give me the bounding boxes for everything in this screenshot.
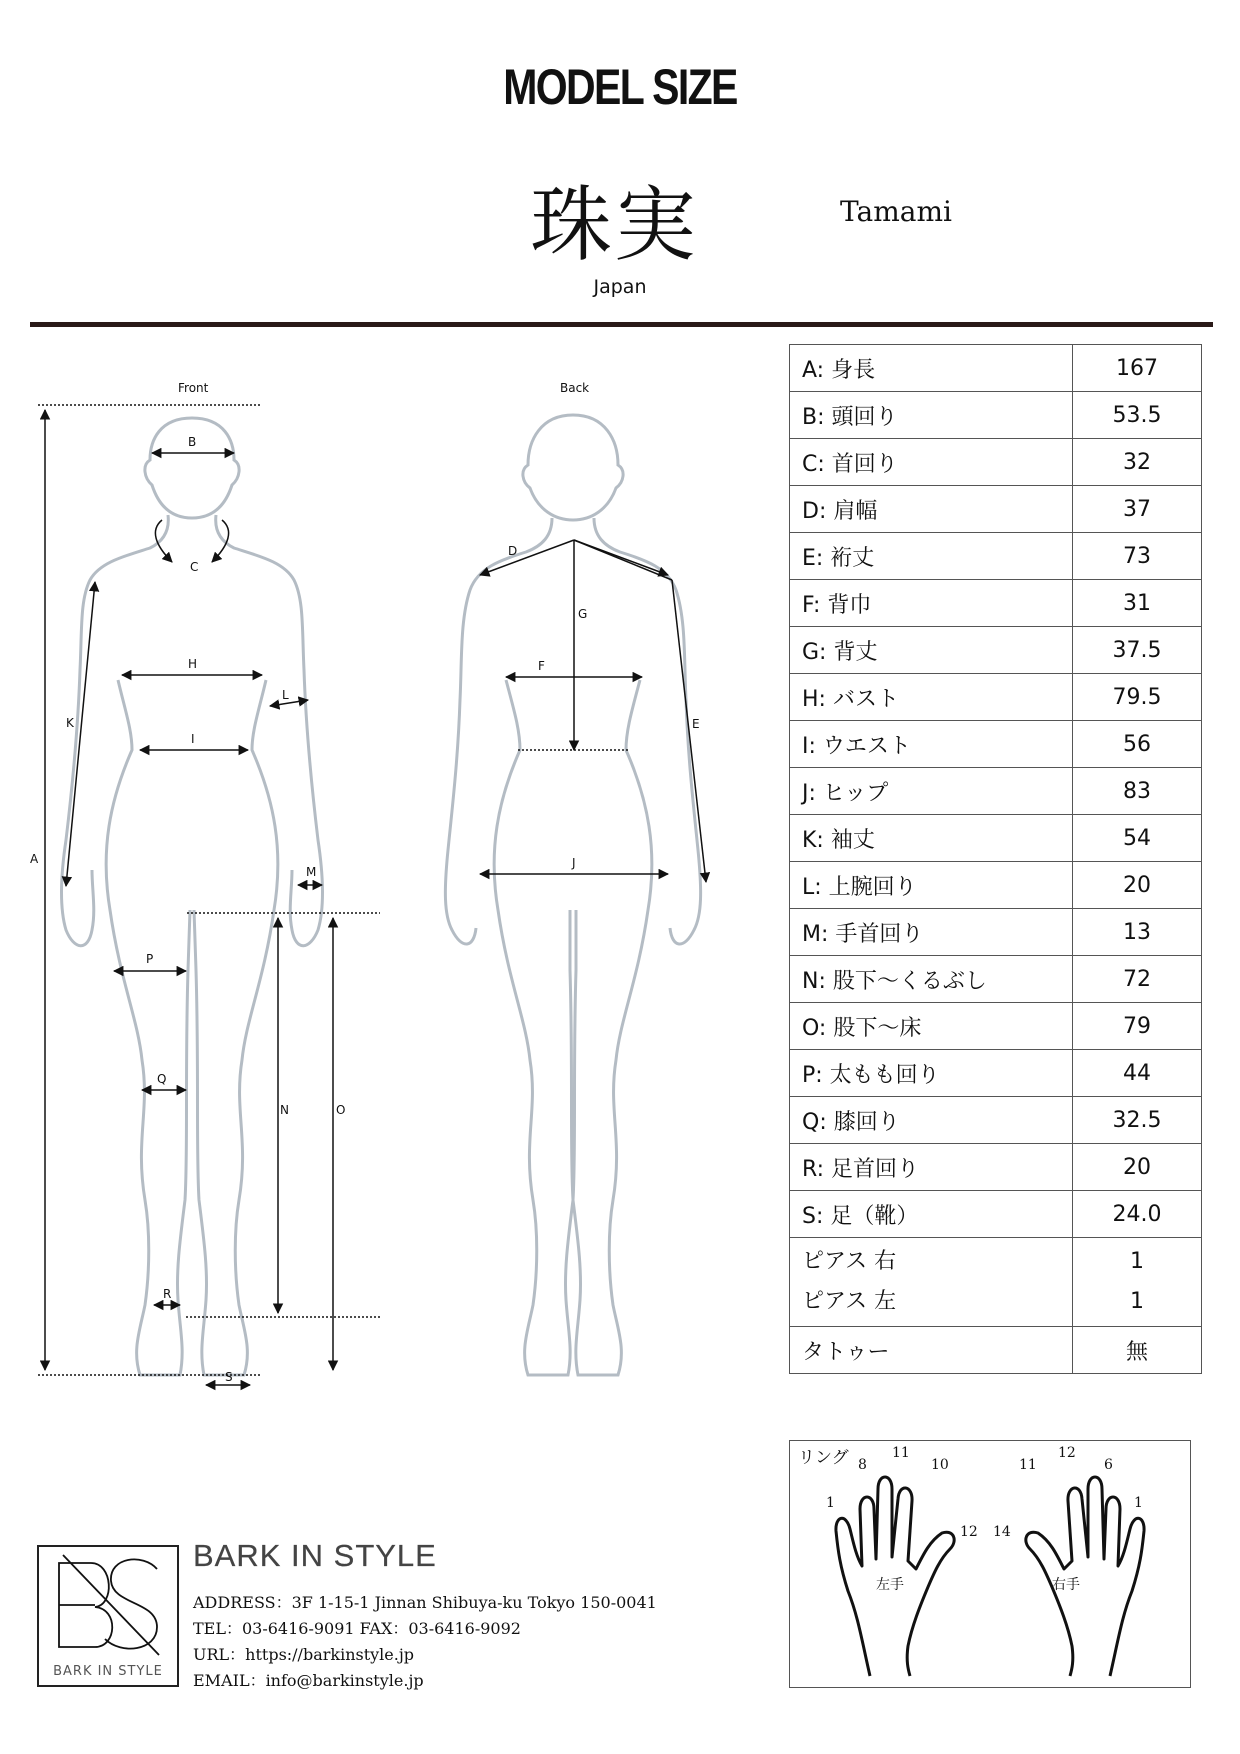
- marker-n: N: [280, 1103, 289, 1117]
- measurement-row: [790, 1003, 1202, 1050]
- marker-f: F: [538, 659, 545, 673]
- left-pinky-size: 12: [960, 1524, 978, 1540]
- measurement-value: 54: [1073, 815, 1202, 862]
- left-ring-size: 10: [931, 1457, 949, 1473]
- marker-g: G: [578, 607, 588, 621]
- right-thumb-size: 1: [1134, 1495, 1143, 1511]
- piercing-right-value: 1: [1130, 1249, 1144, 1274]
- marker-l: L: [282, 688, 289, 702]
- marker-i: I: [191, 732, 195, 746]
- model-country: Japan: [593, 276, 647, 298]
- measurement-label: P: 太もも回り: [790, 1050, 1073, 1097]
- right-middle-size: 12: [1058, 1445, 1076, 1461]
- measurement-row: [790, 721, 1202, 768]
- tattoo-label: タトゥー: [790, 1327, 1073, 1374]
- measurement-value: 79: [1073, 1003, 1202, 1050]
- measurement-label: C: 首回り: [790, 439, 1073, 486]
- measurement-value: 20: [1073, 862, 1202, 909]
- marker-a: A: [30, 852, 39, 866]
- brand-logo: [37, 1545, 179, 1687]
- measurement-value: 73: [1073, 533, 1202, 580]
- measurement-value: 56: [1073, 721, 1202, 768]
- marker-s: S: [225, 1370, 233, 1384]
- measurement-label: D: 肩幅: [790, 486, 1073, 533]
- measurement-value: 167: [1073, 345, 1202, 392]
- page-title: MODEL SIZE: [503, 59, 737, 115]
- measurement-label: N: 股下～くるぶし: [790, 956, 1073, 1003]
- measurement-value: 37.5: [1073, 627, 1202, 674]
- measurement-row: [790, 862, 1202, 909]
- marker-q: Q: [157, 1072, 167, 1086]
- measurement-row: [790, 345, 1202, 392]
- measurement-row: [790, 1050, 1202, 1097]
- measurement-label: R: 足首回り: [790, 1144, 1073, 1191]
- measurement-label: J: ヒップ: [790, 768, 1073, 815]
- measurement-value: 79.5: [1073, 674, 1202, 721]
- measurement-value: 20: [1073, 1144, 1202, 1191]
- piercing-labels: [790, 1238, 1073, 1327]
- front-label: Front: [178, 381, 209, 395]
- measurement-value: 72: [1073, 956, 1202, 1003]
- measurement-label: I: ウエスト: [790, 721, 1073, 768]
- measurement-label: H: バスト: [790, 674, 1073, 721]
- model-name-japanese: 珠実: [530, 178, 699, 273]
- measurement-row: [790, 768, 1202, 815]
- email-link[interactable]: EMAIL：info@barkinstyle.jp: [193, 1671, 424, 1690]
- measurement-label: K: 袖丈: [790, 815, 1073, 862]
- measurement-value: 31: [1073, 580, 1202, 627]
- measurement-row: [790, 486, 1202, 533]
- measurement-value: 24.0: [1073, 1191, 1202, 1238]
- measurement-row: [790, 1144, 1202, 1191]
- tattoo-value: 無: [1073, 1327, 1202, 1374]
- marker-m: M: [306, 865, 317, 879]
- piercing-left-label: ピアス 左: [802, 1289, 897, 1314]
- piercing-right-label: ピアス 右: [802, 1249, 897, 1274]
- hands-diagram: [790, 1441, 1190, 1687]
- body-measurement-diagram: [0, 370, 780, 1400]
- header-divider: [30, 322, 1213, 327]
- measurement-row: [790, 439, 1202, 486]
- tel-fax-text: TEL：03-6416-9091 FAX：03-6416-9092: [193, 1619, 521, 1638]
- measurement-row: [790, 956, 1202, 1003]
- left-middle-size: 11: [892, 1445, 910, 1461]
- ring-size-box: [789, 1440, 1191, 1688]
- marker-d: D: [508, 544, 518, 558]
- brand-name: BARK IN STYLE: [193, 1538, 437, 1573]
- measurement-value: 37: [1073, 486, 1202, 533]
- measurement-value: 53.5: [1073, 392, 1202, 439]
- left-index-size: 8: [858, 1457, 867, 1473]
- measurement-value: 32: [1073, 439, 1202, 486]
- back-label: Back: [560, 381, 590, 395]
- address-text: ADDRESS：3F 1-15-1 Jinnan Shibuya-ku Tokyo 150-0041: [193, 1593, 657, 1612]
- marker-h: H: [188, 657, 198, 671]
- right-hand-label: 右手: [1052, 1577, 1080, 1593]
- measurement-value: 13: [1073, 909, 1202, 956]
- back-figure-outline: [445, 415, 700, 1375]
- ring-title: リング: [798, 1448, 849, 1468]
- measurement-label: G: 背丈: [790, 627, 1073, 674]
- measurement-row: [790, 909, 1202, 956]
- piercing-left-value: 1: [1130, 1289, 1144, 1314]
- measurement-row: [790, 580, 1202, 627]
- measurement-label: S: 足（靴）: [790, 1191, 1073, 1238]
- right-pinky-size: 14: [993, 1524, 1011, 1540]
- right-hand-outline: [1026, 1477, 1144, 1676]
- piercing-row: [790, 1238, 1202, 1327]
- marker-j: J: [572, 856, 576, 870]
- measurement-label: M: 手首回り: [790, 909, 1073, 956]
- measurement-row: [790, 392, 1202, 439]
- measurement-row: [790, 815, 1202, 862]
- model-name-english: Tamami: [840, 195, 952, 228]
- marker-c: C: [190, 560, 199, 574]
- measurement-label: Q: 膝回り: [790, 1097, 1073, 1144]
- left-hand-label: 左手: [876, 1577, 904, 1593]
- measurement-label: F: 背巾: [790, 580, 1073, 627]
- measurement-label: O: 股下～床: [790, 1003, 1073, 1050]
- measurement-value: 32.5: [1073, 1097, 1202, 1144]
- marker-b: B: [188, 435, 197, 449]
- measurement-row: [790, 533, 1202, 580]
- bs-monogram-icon: [39, 1547, 177, 1662]
- left-thumb-size: 1: [826, 1495, 835, 1511]
- measurement-row: [790, 674, 1202, 721]
- piercing-values: [1073, 1238, 1202, 1327]
- measurement-row: [790, 627, 1202, 674]
- tattoo-row: [790, 1327, 1202, 1374]
- measurement-label: B: 頭回り: [790, 392, 1073, 439]
- measurement-row: [790, 1097, 1202, 1144]
- measurement-value: 44: [1073, 1050, 1202, 1097]
- measurement-label: E: 裄丈: [790, 533, 1073, 580]
- right-index-size: 6: [1104, 1457, 1113, 1473]
- marker-r: R: [163, 1287, 172, 1301]
- right-ring-size: 11: [1019, 1457, 1037, 1473]
- marker-e: E: [692, 717, 700, 731]
- url-link[interactable]: URL：https://barkinstyle.jp: [193, 1645, 415, 1664]
- marker-k: K: [66, 716, 74, 730]
- measurement-row: [790, 1191, 1202, 1238]
- marker-p: P: [146, 952, 154, 966]
- marker-o: O: [336, 1103, 346, 1117]
- measurement-label: A: 身長: [790, 345, 1073, 392]
- measurement-label: L: 上腕回り: [790, 862, 1073, 909]
- measurement-value: 83: [1073, 768, 1202, 815]
- logo-caption: BARK IN STYLE: [53, 1664, 163, 1679]
- measurement-table: [789, 344, 1202, 1374]
